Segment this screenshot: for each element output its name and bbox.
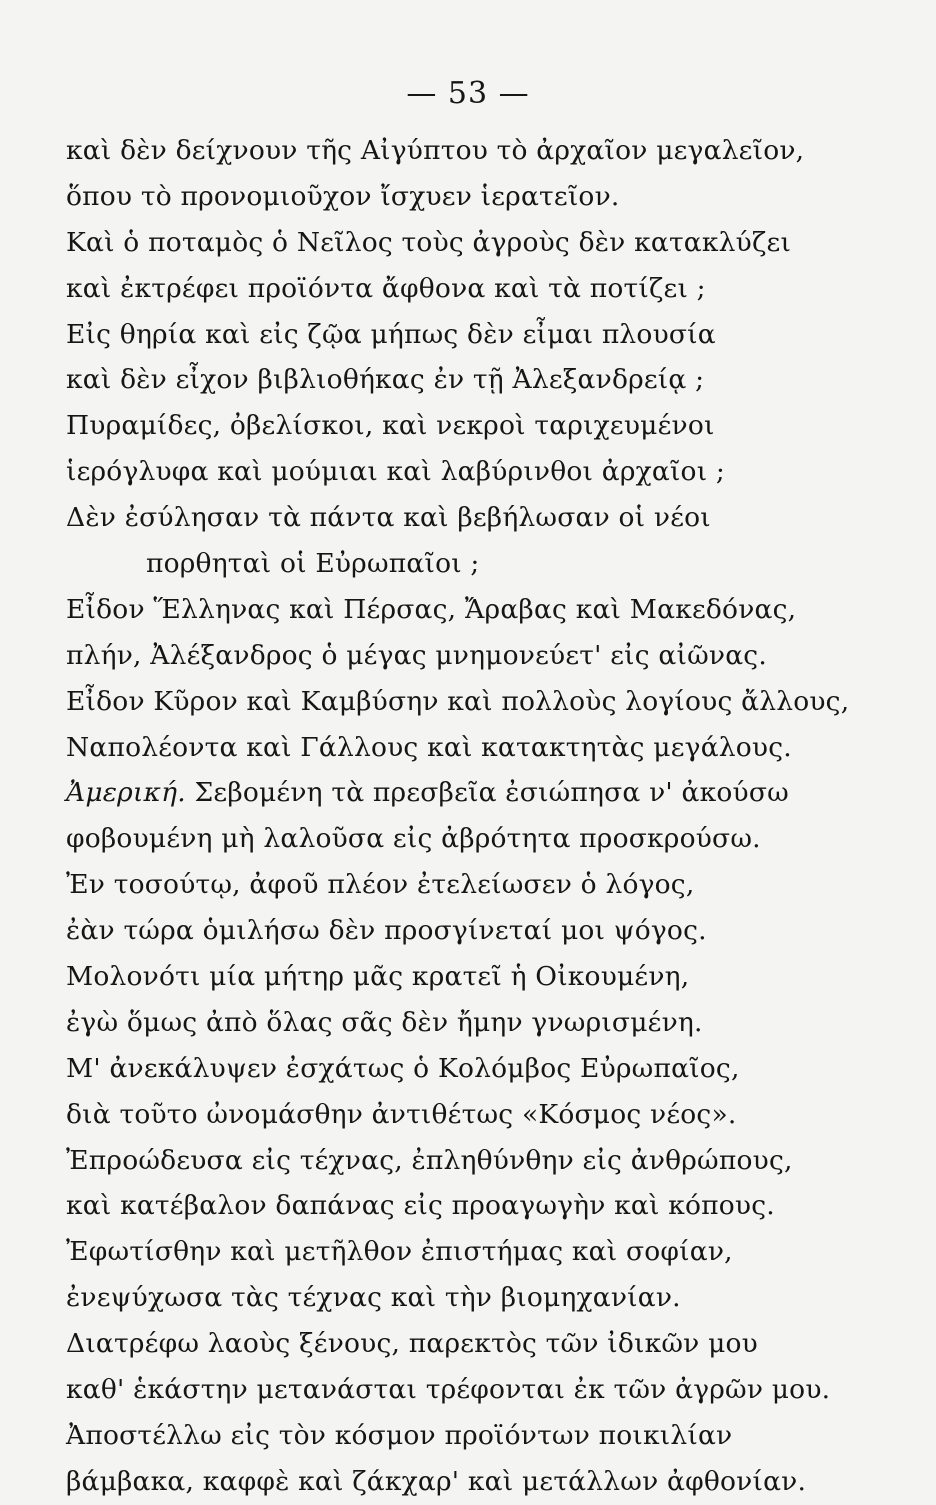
page-number: — 53 — — [406, 76, 530, 111]
text-line — [66, 587, 896, 633]
text-line — [66, 862, 896, 908]
line-text: Μολονότι μία μήτηρ μᾶς κρατεῖ ἡ Οἰκουμένη, — [66, 961, 690, 993]
line-text: Εἰς θηρία καὶ εἰς ζῷα μήπως δὲν εἶμαι πλουσία — [66, 318, 716, 350]
line-text: ἐὰν τώρα ὁμιλήσω δὲν προσγίνεταί μοι ψόγος. — [66, 915, 707, 947]
text-line — [66, 1183, 896, 1229]
line-text: ἱερόγλυφα καὶ μούμιαι καὶ λαβύρινθοι ἀρχαῖοι ; — [66, 456, 726, 488]
speaker-label: Ἀμερική. — [66, 777, 186, 809]
poem-text — [66, 128, 896, 1505]
text-line — [66, 770, 896, 816]
line-text: Δὲν ἐσύλησαν τὰ πάντα καὶ βεβήλωσαν οἱ νέοι — [66, 502, 711, 534]
text-line — [66, 816, 896, 862]
line-text: Πυραμίδες, ὀβελίσκοι, καὶ νεκροὶ ταριχευμένοι — [66, 410, 715, 442]
text-line — [66, 1092, 896, 1138]
line-text: Διατρέφω λαοὺς ξένους, παρεκτὸς τῶν ἰδικῶν μου — [66, 1328, 758, 1360]
text-line — [66, 449, 896, 495]
line-text: Ἐφωτίσθην καὶ μετῆλθον ἐπιστήμας καὶ σοφίαν, — [66, 1236, 733, 1268]
text-line — [66, 220, 896, 266]
line-text: καθ' ἑκάστην μετανάσται τρέφονται ἐκ τῶν ἀγρῶν μου. — [66, 1374, 831, 1406]
line-text: ἐνεψύχωσα τὰς τέχνας καὶ τὴν βιομηχανίαν. — [66, 1282, 681, 1314]
text-line — [66, 357, 896, 403]
text-line — [66, 541, 896, 587]
text-line — [66, 1367, 896, 1413]
line-text: καὶ δὲν δείχνουν τῆς Αἰγύπτου τὸ ἀρχαῖον μεγαλεῖον, — [66, 135, 805, 166]
text-line — [66, 633, 896, 679]
line-text: Ἀποστέλλω εἰς τὸν κόσμον προϊόντων ποικιλίαν — [66, 1419, 733, 1451]
text-line — [66, 1459, 896, 1505]
text-line — [66, 954, 896, 1000]
line-text: ὅπου τὸ προνομιοῦχον ἴσχυεν ἱερατεῖον. — [66, 180, 620, 212]
text-line — [66, 1000, 896, 1046]
line-text: διὰ τοῦτο ὠνομάσθην ἀντιθέτως «Κόσμος νέος». — [66, 1098, 737, 1130]
line-text: Μ' ἀνεκάλυψεν ἐσχάτως ὁ Κολόμβος Εὐρωπαῖος, — [66, 1052, 740, 1084]
line-text: Ἐπροώδευσα εἰς τέχνας, ἐπληθύνθην εἰς ἀνθρώπους, — [66, 1144, 793, 1176]
text-line — [66, 679, 896, 725]
line-text: Ἐν τοσούτῳ, ἀφοῦ πλέον ἐτελείωσεν ὁ λόγος, — [66, 869, 695, 901]
text-line — [66, 908, 896, 954]
text-line — [66, 1413, 896, 1459]
line-text: φοβουμένη μὴ λαλοῦσα εἰς ἀβρότητα προσκρούσω. — [66, 823, 761, 855]
line-text: Εἶδον Κῦρον καὶ Καμβύσην καὶ πολλοὺς λογίους ἄλλους, — [66, 685, 850, 717]
text-line — [66, 725, 896, 771]
line-text: Σεβομένη τὰ πρεσβεῖα ἐσιώπησα ν' ἀκούσω — [185, 777, 789, 809]
line-text: Εἶδον Ἕλληνας καὶ Πέρσας, Ἄραβας καὶ Μακεδόνας, — [66, 593, 797, 625]
text-line — [66, 266, 896, 312]
text-line — [66, 1046, 896, 1092]
line-text: καὶ δὲν εἶχον βιβλιοθήκας ἐν τῇ Ἀλεξανδρείᾳ ; — [66, 364, 705, 396]
text-line — [66, 312, 896, 358]
text-line — [66, 128, 896, 174]
line-text: πλήν, Ἀλέξανδρος ὁ μέγας μνημονεύετ' εἰς αἰῶνας. — [66, 639, 767, 671]
text-line — [66, 1229, 896, 1275]
line-text: καὶ κατέβαλον δαπάνας εἰς προαγωγὴν καὶ κόπους. — [66, 1190, 775, 1222]
line-text: ἐγὼ ὅμως ἀπὸ ὅλας σᾶς δὲν ἤμην γνωρισμένη. — [66, 1006, 703, 1038]
text-line — [66, 1138, 896, 1184]
text-line — [66, 403, 896, 449]
line-text: Ναπολέοντα καὶ Γάλλους καὶ κατακτητὰς μεγάλους. — [66, 731, 792, 763]
text-line — [66, 174, 896, 220]
line-text: πορθηταὶ οἱ Εὐρωπαῖοι ; — [146, 548, 480, 580]
text-line — [66, 1275, 896, 1321]
line-text: Καὶ ὁ ποταμὸς ὁ Νεῖλος τοὺς ἀγροὺς δὲν κατακλύζει — [66, 226, 792, 258]
line-text: βάμβακα, καφφὲ καὶ ζάκχαρ' καὶ μετάλλων ἀφθονίαν. — [66, 1465, 807, 1497]
text-line — [66, 1321, 896, 1367]
line-text: καὶ ἐκτρέφει προϊόντα ἄφθονα καὶ τὰ ποτίζει ; — [66, 272, 706, 304]
text-line — [66, 495, 896, 541]
